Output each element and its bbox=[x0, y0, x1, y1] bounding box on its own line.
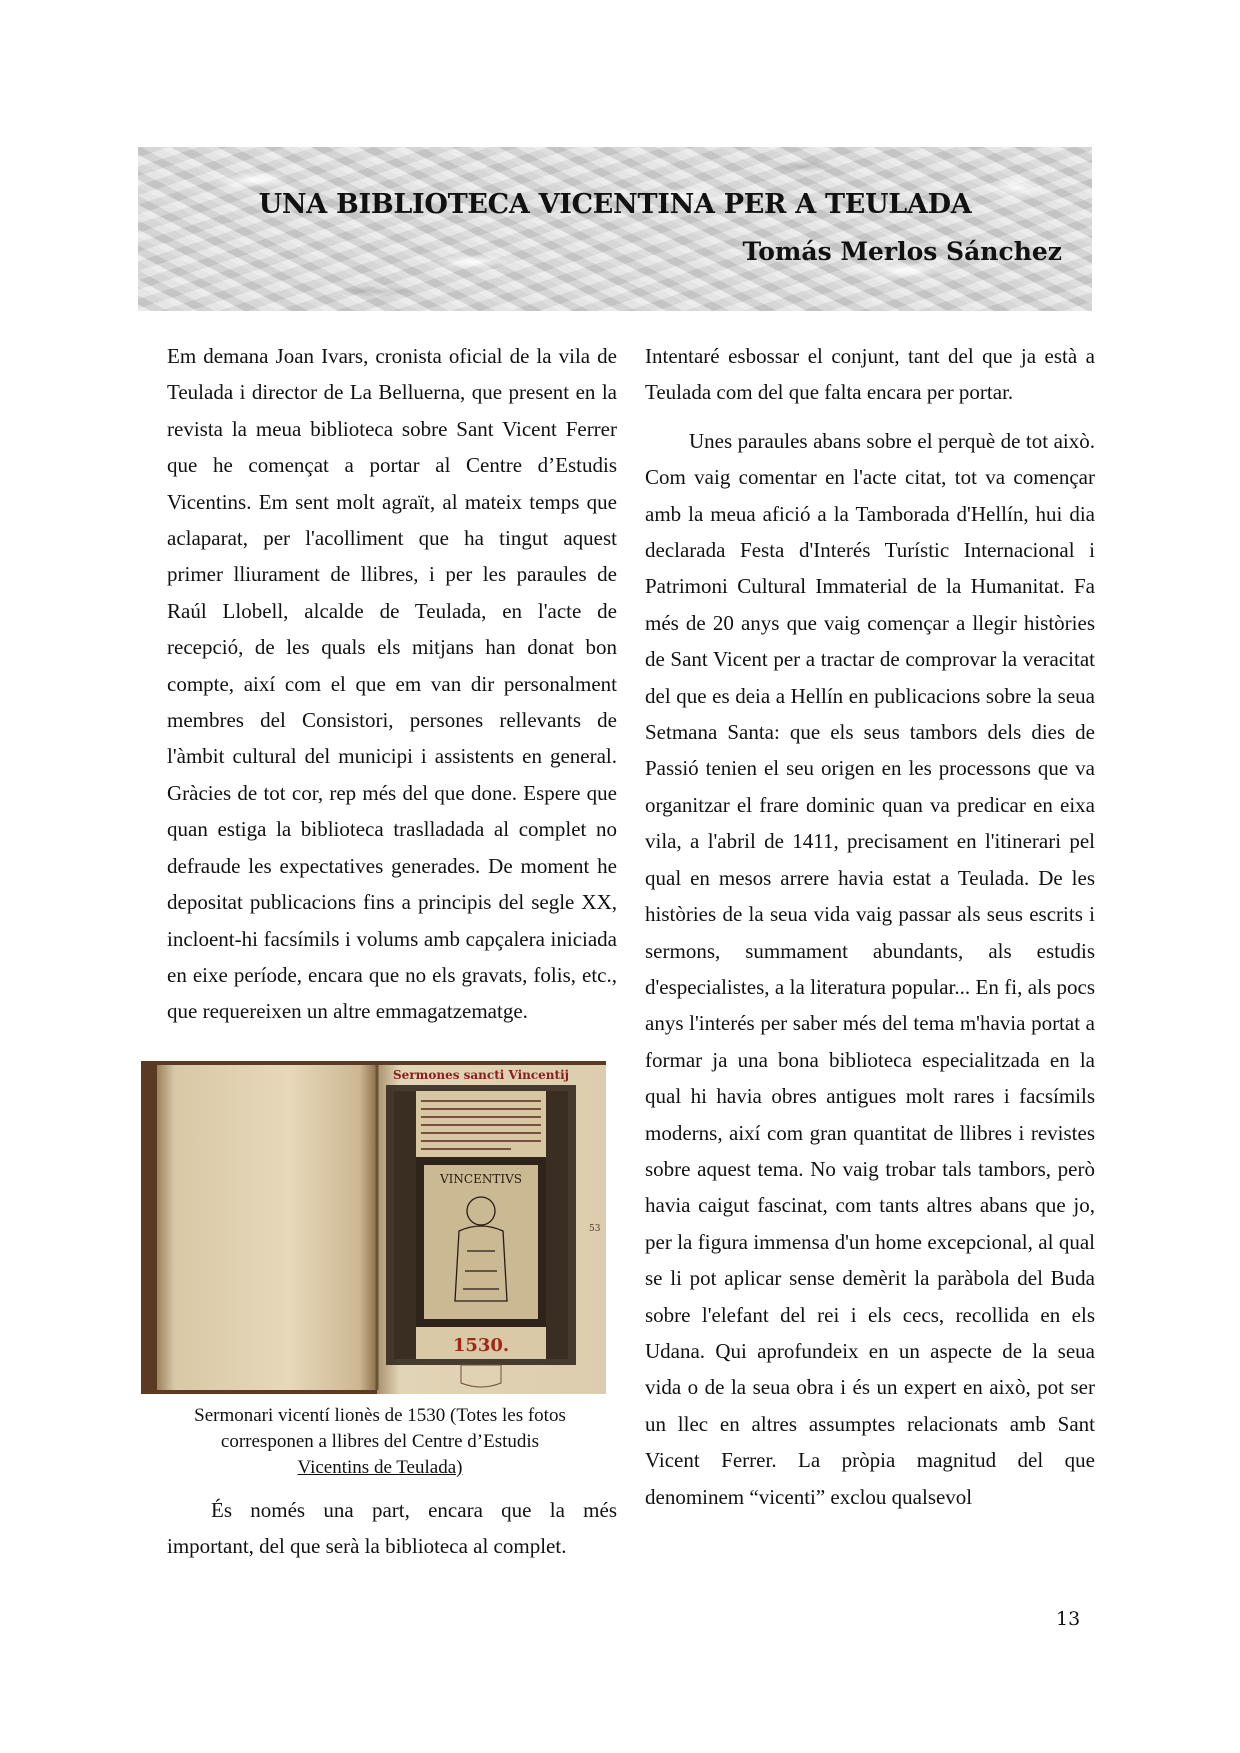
book-center-text: VINCENTIVS bbox=[440, 1172, 522, 1186]
article-title: UNA BIBLIOTECA VICENTINA PER A TEULADA bbox=[258, 189, 972, 220]
left-column-bottom bbox=[167, 1492, 617, 1565]
body-paragraph: Intentaré esbossar el conjunt, tant del que ja està a Teulada com del que falta encara per portar. bbox=[645, 344, 1095, 405]
book-header-text: Sermones sancti Vincentij bbox=[393, 1068, 569, 1082]
blank-page bbox=[157, 1065, 377, 1390]
book-illustration bbox=[141, 1061, 606, 1394]
caption-line: corresponen a llibres del Centre d’Estudis bbox=[220, 1431, 540, 1452]
book-year: 1530. bbox=[452, 1335, 510, 1356]
body-paragraph: Em demana Joan Ivars, cronista oficial de la vila de Teulada i director de La Belluerna, que present en la revista la meua biblioteca sobre Sant Vicent Ferrer que he començat a portar al Centre d’Estudis Vicentins. Em sent molt agraït, al mateix temps que aclaparat, per l'acolliment que ha tingut aquest primer lliurament de llibres, i per les paraules de Raúl Llobell, alcalde de Teulada, en l'acte de recepció, de les quals els mitjans han donat bon compte, així com el que em van dir personalment membres del Consistori, persones rellevants de l'àmbit cultural del municipi i assistents en general. Gràcies de tot cor, rep més del que done. Espere que quan estiga la biblioteca traslladada al complet no defraude les expectatives generades. De moment he depositat publicacions fins a principis del segle XX, incloent-hi facsímils i volums amb capçalera iniciada en eixe període, encara que no els gravats, folis, etc., que requereixen un altre emmagatzematge. bbox=[167, 344, 617, 1024]
page-mark: 53 bbox=[589, 1224, 601, 1234]
body-paragraph: És només una part, encara que la més important, del que serà la biblioteca al complet. bbox=[167, 1498, 617, 1559]
page-number: 13 bbox=[1056, 1608, 1081, 1630]
caption-line: Sermonari vicentí lionès de 1530 (Totes les fotos bbox=[194, 1405, 566, 1426]
title-banner bbox=[138, 147, 1092, 311]
body-paragraph: Unes paraules abans sobre el perquè de tot això. Com vaig comentar en l'acte citat, tot va començar amb la meua afició a la Tamborada d'Hellín, hui dia declarada Festa d'Interés Turístic Internacional i Patrimoni Cultural Immaterial de la Humanitat. Fa més de 20 anys que vaig començar a llegir històries de Sant Vicent per a tractar de comprovar la veracitat del que es deia a Hellín en publicacions sobre la seua Setmana Santa: que els seus tambors dels dies de Passió tenien el seu origen en les processons que va organitzar el frare dominic quan va predicar en eixa vila, a l'abril de 1411, precisament en l'itinerari pel qual en mesos arrere havia estat a Teulada. De les històries de la seua vida vaig passar als seus escrits i sermons, summament abundants, als estudis d'especialistes, a la literatura popular... En fi, als pocs anys l'interés per saber més del tema m'havia portat a formar ja una bona biblioteca especialitzada en la qual hi havia obres antigues molt rares i facsímils moderns, així com gran quantitat de llibres i revistes sobre aquest tema. No vaig trobar tals tambors, però havia caigut fascinat, com tants altres abans que jo, per la figura immensa d'un home excepcional, al qual se li pot aplicar sense demèrit la paràbola del Buda sobre l'elefant del rei i els cecs, recollida en els Udana. Qui aprofundeix en un aspecte de la seua vida o de la seua obra i és un expert en això, pot ser un llec en altres assumptes relacionats amb Sant Vicent Ferrer. La pròpia magnitud del que denominem “vicenti” exclou qualsevol bbox=[645, 428, 1095, 1509]
caption-line: Vicentins de Teulada) bbox=[297, 1457, 463, 1478]
article-author: Tomás Merlos Sánchez bbox=[742, 237, 1062, 266]
left-column-top bbox=[167, 338, 617, 1030]
right-column bbox=[645, 338, 1095, 1515]
book-photo bbox=[141, 1061, 606, 1394]
figure-caption bbox=[160, 1403, 600, 1481]
